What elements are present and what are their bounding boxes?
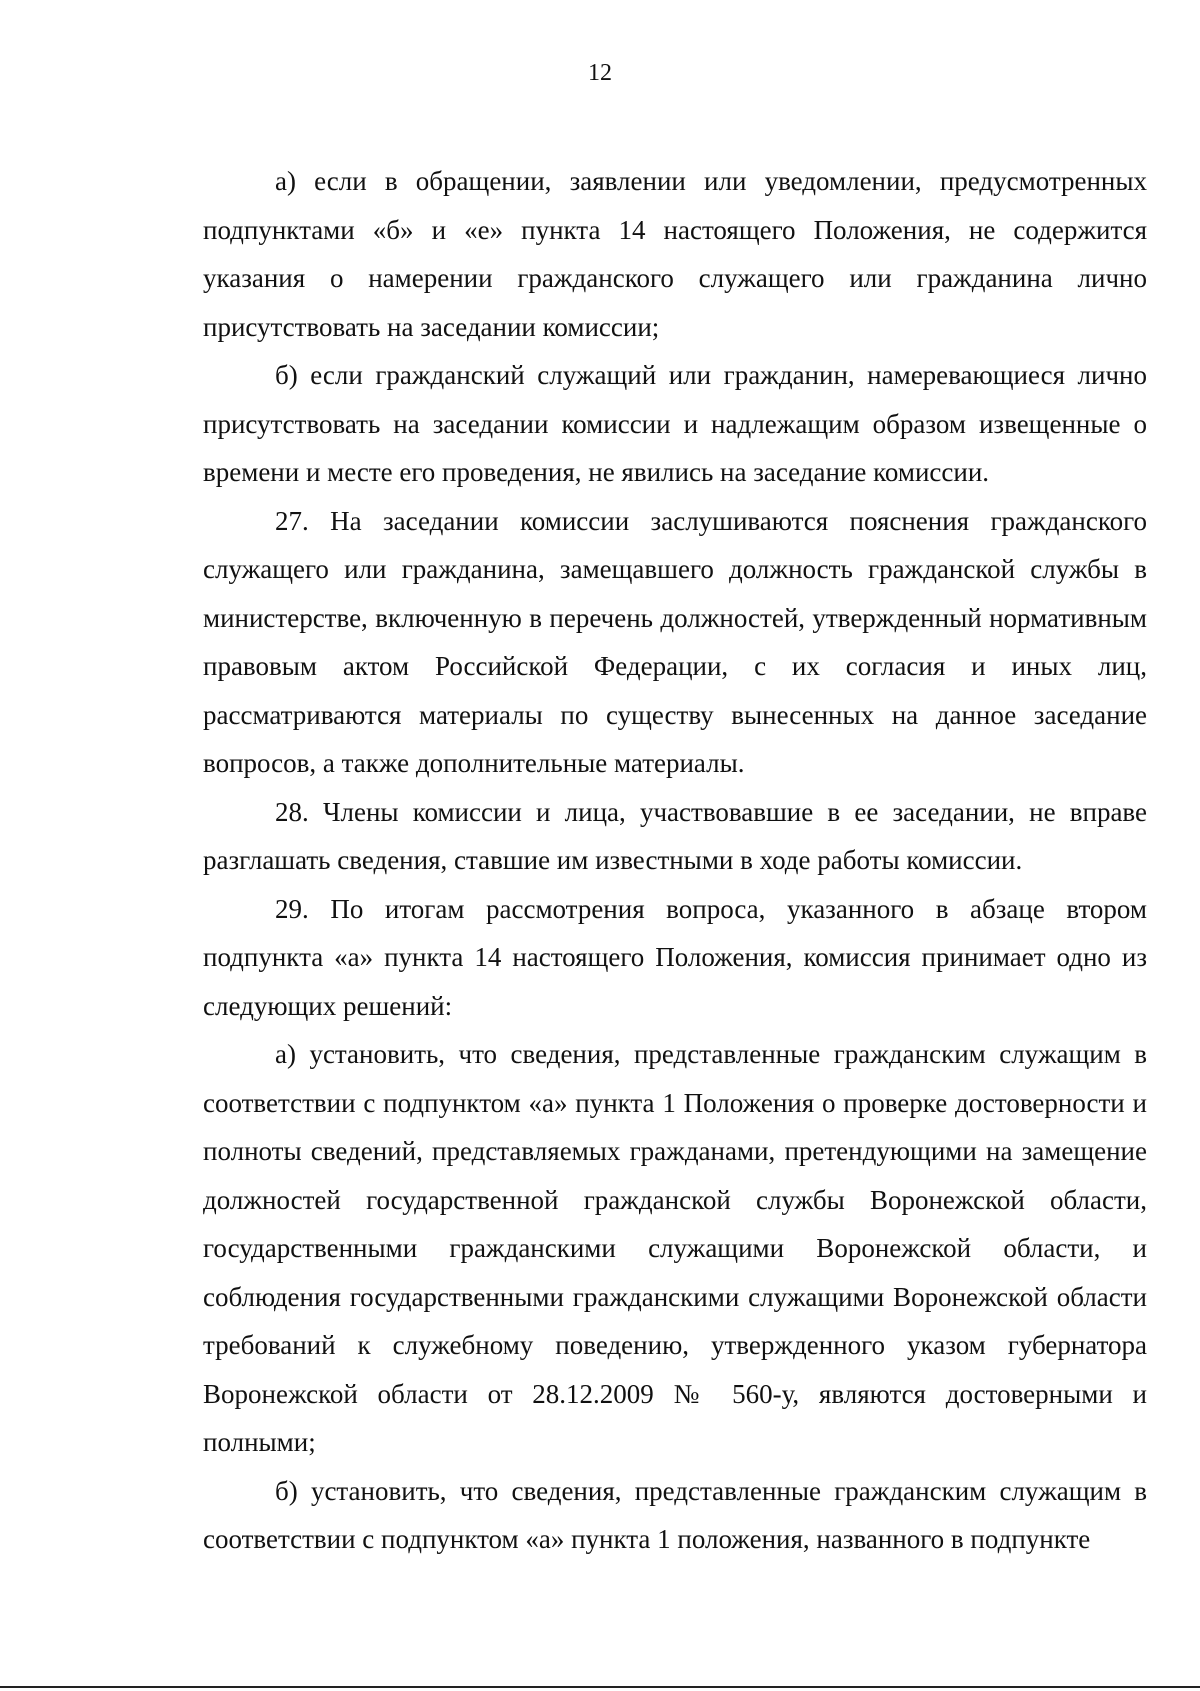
paragraph-26a: а) если в обращении, заявлении или уведомлении, предусмотренных подпунктами «б» и «е» пункта 14 настоящего Положения, не содержится указания о намерении гражданского служащего или гражданина лично присутствовать на заседании комиссии;	[203, 166, 1147, 342]
paragraph-26b: б) если гражданский служащий или гражданин, намеревающиеся лично присутствовать на заседании комиссии и надлежащим образом извещенные о времени и месте его проведения, не явились на заседание комиссии.	[203, 360, 1147, 487]
page-number: 12	[588, 60, 612, 86]
paragraph-28: 28. Члены комиссии и лица, участвовавшие в ее заседании, не вправе разглашать сведения, ставшие им известными в ходе работы комиссии.	[203, 796, 1147, 875]
document-body	[203, 157, 1147, 1564]
paragraph-27: 27. На заседании комиссии заслушиваются пояснения гражданского служащего или гражданина, замещавшего должность гражданской службы в министерстве, включенную в перечень должностей, утвержденный нормативным правовым актом Российской Федерации, с их согласия и иных лиц, рассматриваются материалы по существу вынесенных на данное заседание вопросов, а также дополнительные материалы.	[203, 505, 1147, 778]
paragraph-29b: б) установить, что сведения, представленные гражданским служащим в соответствии с подпунктом «а» пункта 1 положения, названного в подпункте	[203, 1475, 1147, 1554]
paragraph-29: 29. По итогам рассмотрения вопроса, указанного в абзаце втором подпункта «а» пункта 14 настоящего Положения, комиссия принимает одно из следующих решений:	[203, 893, 1147, 1021]
page-bottom-edge	[0, 1686, 1200, 1688]
paragraph-29a: а) установить, что сведения, представленные гражданским служащим в соответствии с подпунктом «а» пункта 1 Положения о проверке достоверности и полноты сведений, представляемых гражданами, претендующими на замещение должностей государственной гражданской службы Воронежской области, государственными гражданскими служащими Воронежской области, и соблюдения государственными гражданскими служащими Воронежской области требований к служебному поведению, утвержденного указом губернатора Воронежской области от 28.12.2009 № 560-у, являются достоверными и полными;	[203, 1039, 1147, 1457]
